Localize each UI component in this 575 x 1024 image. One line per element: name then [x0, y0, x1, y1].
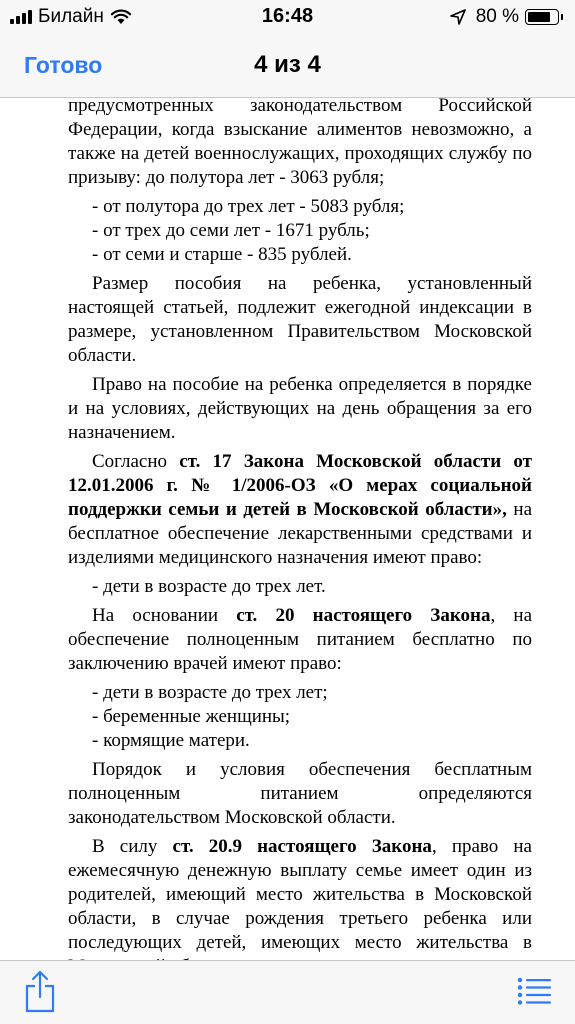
list-icon[interactable]: [517, 977, 551, 1005]
law-reference: ст. 17 Закона Московской области от 12.01.2006 г. № 1/2006-ОЗ «О мерах социальной поддержки семьи и детей в Московской области»,: [68, 451, 532, 520]
paragraph-size: Размер пособия на ребенка, установленный настоящей статьей, подлежит ежегодной индексации в размере, установленном Правительством Московской области.: [68, 273, 532, 366]
text-run: , на обеспечение полноценным питанием бесплатно по заключению врачей имеют право:: [68, 605, 532, 674]
paragraph-nutrition: Порядок и условия обеспечения бесплатным полноценным питанием определяются законодательством Московской области.: [68, 759, 532, 828]
text-run: , право на ежемесячную денежную выплату семье имеет один из родителей, имеющий место жительства в Московской области, в случае рождения третьего ребенка или последующих детей, имеющих место жительства в: [68, 836, 532, 953]
paragraph-art17: [68, 450, 532, 570]
law-reference: ст. 20.9 настоящего Закона: [172, 836, 432, 857]
status-bar: [0, 0, 575, 36]
text-run: В силу: [92, 836, 173, 857]
page-title: 4 из 4: [254, 51, 321, 78]
paragraph-art20: [68, 604, 532, 676]
battery-percent: 80 %: [475, 6, 519, 27]
battery-icon: [525, 9, 559, 25]
share-icon[interactable]: [24, 969, 56, 1013]
text-run: на бесплатное обеспечение лекарственными средствами и изделиями медицинского назначения имеют право:: [68, 499, 532, 568]
paragraph-right: Право на пособие на ребенка определяется в порядке и на условиях, действующих на день обращения за его назначением.: [68, 374, 532, 443]
battery-fill: [528, 12, 550, 22]
list-item: - от семи и старше - 835 рублей.: [92, 244, 352, 265]
list-item: - дети в возрасте до трех лет;: [92, 682, 328, 703]
status-right: [450, 6, 563, 28]
text-run: Согласно: [92, 451, 180, 472]
paragraph-art20-9: [68, 835, 532, 979]
list-item: - беременные женщины;: [92, 706, 291, 727]
carrier-name: Билайн: [38, 6, 104, 27]
text-run: На основании: [92, 605, 237, 626]
list-item: - дети в возрасте до трех лет.: [92, 576, 326, 597]
list-item: - от трех до семи лет - 1671 рубль;: [92, 220, 370, 241]
location-arrow-icon: [450, 9, 466, 25]
document-page[interactable]: [68, 86, 532, 960]
done-button[interactable]: Готово: [24, 52, 103, 78]
paragraph-1: предусмотренных законодательством Российской Федерации, когда взыскание алиментов невозможно, а также на детей военнослужащих, проходящих службу по призыву: до полутора лет - 3063 рубля;: [68, 95, 532, 188]
law-reference: ст. 20 настоящего Закона: [236, 605, 491, 626]
bottom-toolbar: [0, 960, 575, 1024]
list-item: - от полутора до трех лет - 5083 рубля;: [92, 196, 405, 217]
list-item: - кормящие матери.: [92, 730, 250, 751]
battery-cap: [561, 14, 563, 20]
status-time: 16:48: [261, 5, 314, 27]
